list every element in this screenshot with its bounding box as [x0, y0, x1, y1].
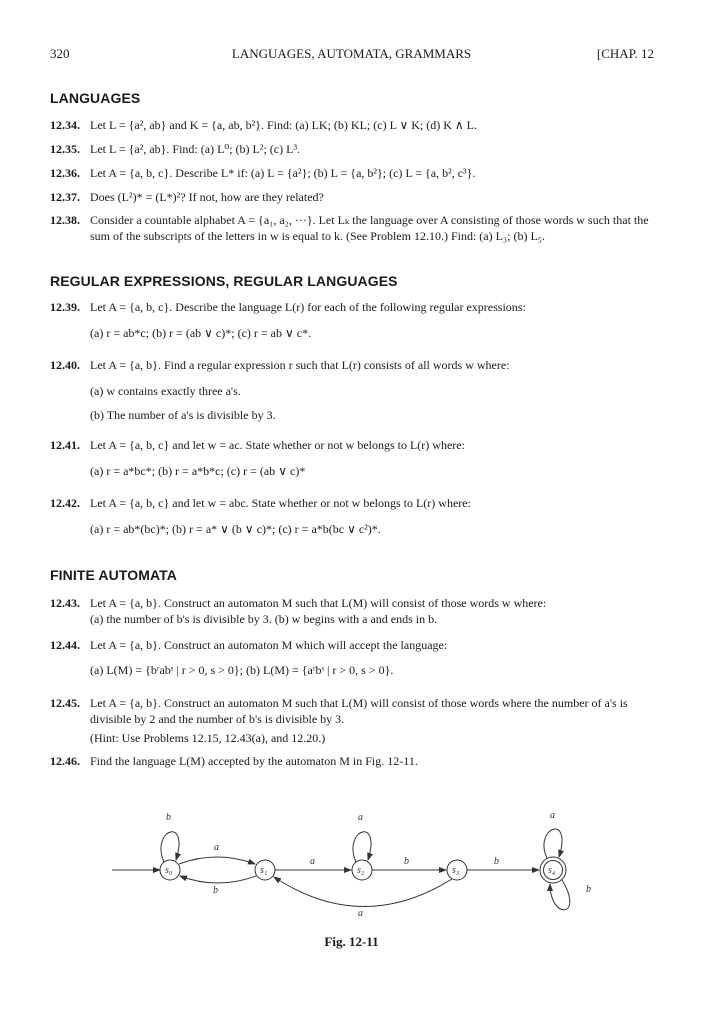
problem-12-40-part-a: (a) w contains exactly three a's. [90, 384, 241, 398]
problem-number: 12.39. [50, 300, 80, 314]
problem-text-continued: (a) the number of b's is divisible by 3. (b) w begins with a and ends in b. [90, 612, 438, 626]
state-s1-label: s₁ [260, 865, 268, 876]
problem-number: 12.37. [50, 190, 80, 204]
problem-number: 12.35. [50, 142, 80, 156]
edge-label-s4-loop-bottom: b [586, 884, 591, 895]
problem-text: Let A = {a, b}. Construct an automaton M such that L(M) will consist of those words w where: [90, 596, 547, 610]
problem-text: Let A = {a, b}. Construct an automaton M which will accept the language: [90, 638, 448, 652]
problem-text: Let L = {a², ab} and K = {a, ab, b²}. Find: (a) LK; (b) KL; (c) L ∨ K; (d) K ∧ L. [90, 118, 478, 132]
state-s0-label: s₀ [165, 865, 173, 876]
problem-text: Does (L²)* = (L*)²? If not, how are they related? [90, 190, 324, 204]
problem-number: 12.38. [50, 213, 80, 227]
edge-s4-loop-bottom [550, 880, 570, 910]
edge-label-s3-s4: b [494, 856, 499, 867]
problem-number: 12.42. [50, 496, 80, 510]
edge-s0-loop [161, 832, 179, 862]
edge-label-s0-loop: b [166, 812, 171, 823]
edge-s3-s1 [274, 877, 452, 907]
problem-text: Let L = {a², ab}. Find: (a) L⁰; (b) L²; (c) L³. [90, 142, 301, 156]
running-title: LANGUAGES, AUTOMATA, GRAMMARS [231, 46, 472, 61]
problem-hint: (Hint: Use Problems 12.15, 12.43(a), and 12.20.) [90, 731, 326, 745]
problem-text: Let A = {a, b}. Construct an automaton M such that L(M) will consist of those words where the number of a's is divisible by 2 and the number of b's is divisible by 3. [90, 696, 628, 726]
problem-number: 12.36. [50, 166, 80, 180]
problem-12-44-parts: (a) L(M) = {bʳabˢ | r > 0, s > 0}; (b) L(M) = {aʳbˢ | r > 0, s > 0}. [90, 663, 394, 677]
problem-text: Let A = {a, b, c}. Describe the language L(r) for each of the following regular expressions: [90, 300, 526, 314]
edge-label-s1-s2: a [310, 856, 315, 867]
problem-12-42-parts: (a) r = ab*(bc)*; (b) r = a* ∨ (b ∨ c)*; (c) r = a*b(bc ∨ c²)*. [90, 522, 381, 536]
problem-number: 12.45. [50, 696, 80, 710]
problem-text: Let A = {a, b}. Find a regular expression r such that L(r) consists of all words w where: [90, 358, 510, 372]
edge-label-s4-loop-top: a [550, 810, 555, 821]
problem-number: 12.40. [50, 358, 80, 372]
problem-number: 12.46. [50, 754, 80, 768]
edge-label-s1-s0: b [213, 885, 218, 896]
problem-text: Let A = {a, b, c}. Describe L* if: (a) L = {a²}; (b) L = {a, b²}; (c) L = {a, b², c³}. [90, 166, 476, 180]
state-s3-label: s₃ [452, 865, 460, 876]
edge-label-s3-s1: a [358, 908, 363, 919]
state-s2-label: s₂ [357, 865, 365, 876]
edge-s0-s1 [179, 857, 255, 864]
problem-number: 12.34. [50, 118, 80, 132]
figure-caption: Fig. 12-11 [324, 934, 379, 949]
problem-number: 12.43. [50, 596, 80, 610]
problem-12-40-part-b: (b) The number of a's is divisible by 3. [90, 408, 276, 422]
problem-number: 12.44. [50, 638, 80, 652]
edge-label-s2-s3: b [404, 856, 409, 867]
section-heading-finite-automata: FINITE AUTOMATA [50, 567, 177, 583]
edge-s2-loop [353, 832, 371, 862]
chapter-label: [CHAP. 12 [596, 46, 654, 61]
section-heading-languages: LANGUAGES [50, 90, 141, 106]
edge-s4-loop-top [544, 829, 562, 858]
state-s4-label: s₄ [548, 865, 556, 876]
edge-label-s2-loop: a [358, 812, 363, 823]
problem-text: Let A = {a, b, c} and let w = ac. State whether or not w belongs to L(r) where: [90, 438, 465, 452]
section-heading-regular-expressions: REGULAR EXPRESSIONS, REGULAR LANGUAGES [50, 273, 398, 289]
page-number: 320 [50, 46, 70, 61]
edge-s1-s0 [180, 876, 256, 883]
problem-12-39-parts: (a) r = ab*c; (b) r = (ab ∨ c)*; (c) r = ab ∨ c*. [90, 326, 312, 340]
problem-text: Let A = {a, b, c} and let w = abc. State whether or not w belongs to L(r) where: [90, 496, 471, 510]
problem-number: 12.41. [50, 438, 80, 452]
edge-label-s0-s1: a [214, 842, 219, 853]
problem-text: Find the language L(M) accepted by the automaton M in Fig. 12-11. [90, 754, 418, 768]
problem-text: Consider a countable alphabet A = {a₁, a₂, ···}. Let Lₖ the language over A consisting of those words w such that the sum of the subscripts of the letters in w is equal to k. (See Problem 12.10.) Find: (a) L₃; (b) L₅. [90, 213, 649, 243]
problem-12-41-parts: (a) r = a*bc*; (b) r = a*b*c; (c) r = (ab ∨ c)* [90, 464, 306, 478]
